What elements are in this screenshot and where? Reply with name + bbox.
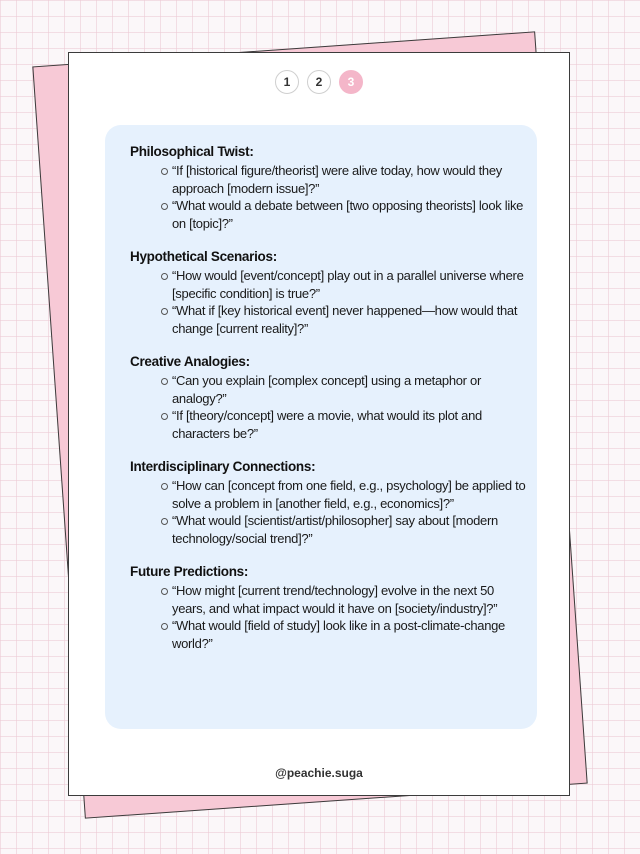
circle-bullet-icon [161, 623, 168, 630]
list-item-text: “Can you explain [complex concept] using a metaphor or analogy?” [172, 373, 481, 406]
list-item [130, 372, 537, 407]
circle-bullet-icon [161, 588, 168, 595]
circle-bullet-icon [161, 413, 168, 420]
circle-bullet-icon [161, 518, 168, 525]
list-item-text: “How would [event/concept] play out in a parallel universe where [specific condition] is true?” [172, 268, 524, 301]
section-title: Hypothetical Scenarios: [130, 249, 277, 264]
list-item-text: “What would [field of study] look like in a post-climate-change world?” [172, 618, 505, 651]
section-interdisciplinary-connections [130, 458, 537, 547]
page-1-button[interactable]: 1 [275, 70, 299, 94]
circle-bullet-icon [161, 378, 168, 385]
pagination [69, 70, 569, 94]
section-future-predictions [130, 563, 537, 652]
list-item-text: “How can [concept from one field, e.g., psychology] be applied to solve a problem in [another field, e.g., economics]?” [172, 478, 526, 511]
document-card [68, 52, 570, 796]
section-title: Philosophical Twist: [130, 144, 254, 159]
circle-bullet-icon [161, 273, 168, 280]
prompt-list [105, 125, 537, 652]
circle-bullet-icon [161, 308, 168, 315]
section-hypothetical-scenarios [130, 248, 537, 337]
circle-bullet-icon [161, 483, 168, 490]
list-item [130, 477, 537, 512]
list-item-text: “What would [scientist/artist/philosopher] say about [modern technology/social trend]?” [172, 513, 498, 546]
section-title: Interdisciplinary Connections: [130, 459, 316, 474]
list-item-text: “How might [current trend/technology] evolve in the next 50 years, and what impact would it have on [society/industry]?” [172, 583, 498, 616]
circle-bullet-icon [161, 203, 168, 210]
list-item [130, 407, 537, 442]
author-handle: @peachie.suga [275, 766, 363, 780]
page-2-button[interactable]: 2 [307, 70, 331, 94]
list-item [130, 302, 537, 337]
list-item [130, 267, 537, 302]
section-philosophical-twist [130, 143, 537, 232]
list-item [130, 582, 537, 617]
list-item-text: “What if [key historical event] never happened—how would that change [current reality]?” [172, 303, 518, 336]
content-panel [105, 125, 537, 729]
section-creative-analogies [130, 353, 537, 442]
list-item [130, 617, 537, 652]
section-title: Creative Analogies: [130, 354, 250, 369]
list-item [130, 162, 537, 197]
page-3-button[interactable]: 3 [339, 70, 363, 94]
list-item-text: “If [historical figure/theorist] were alive today, how would they approach [modern issue]?” [172, 163, 502, 196]
circle-bullet-icon [161, 168, 168, 175]
list-item-text: “What would a debate between [two opposing theorists] look like on [topic]?” [172, 198, 524, 231]
list-item [130, 512, 537, 547]
list-item-text: “If [theory/concept] were a movie, what would its plot and characters be?” [172, 408, 482, 441]
list-item [130, 197, 537, 232]
section-title: Future Predictions: [130, 564, 249, 579]
